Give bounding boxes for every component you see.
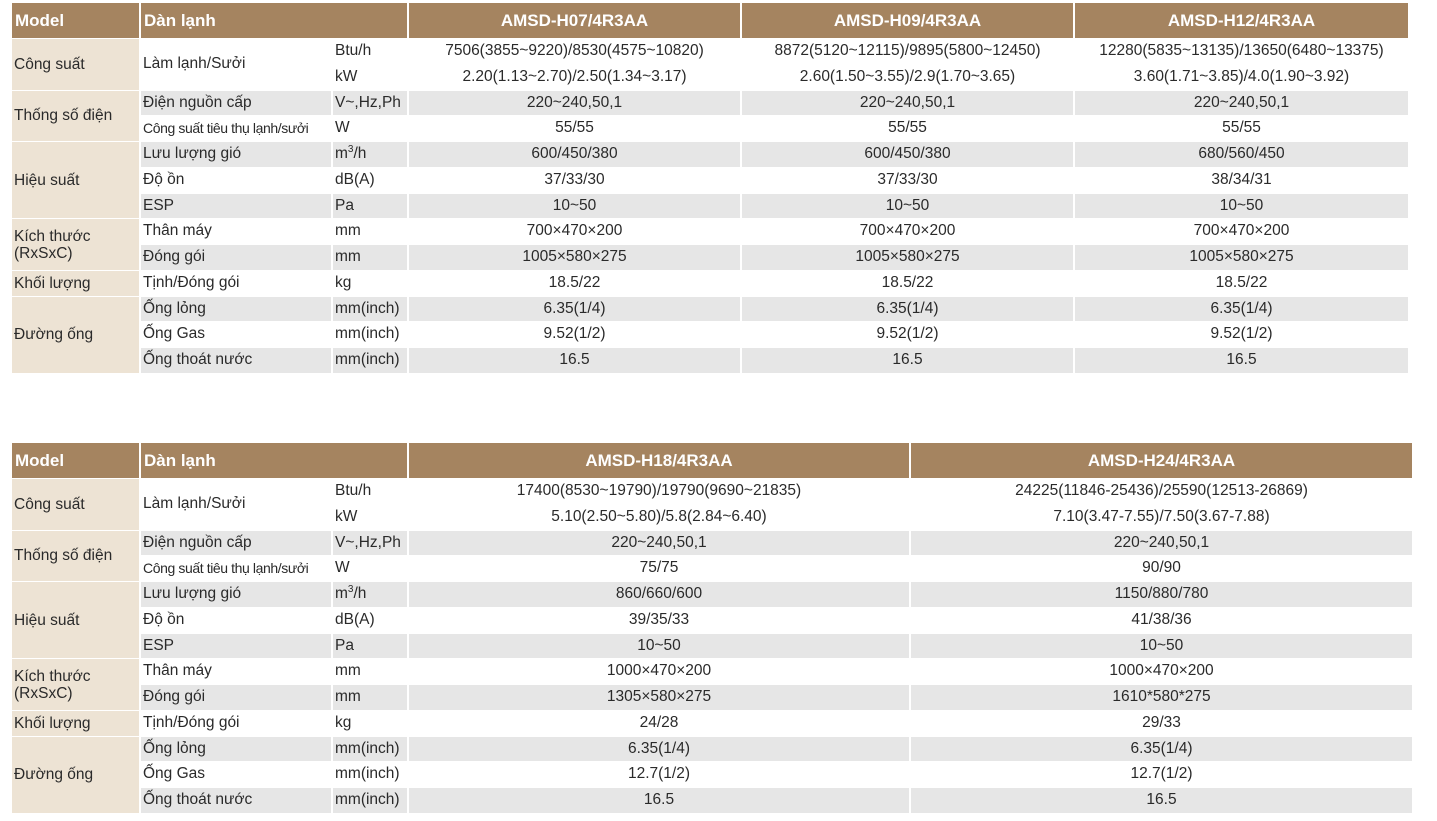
unit-label: Btu/h <box>332 39 408 65</box>
param-label: Lưu lượng gió <box>140 142 332 168</box>
table-cell: 9.52(1/2) <box>1074 322 1408 348</box>
table-cell: 17400(8530~19790)/19790(9690~21835) <box>408 479 910 505</box>
group-label-capacity: Công suất <box>12 479 140 531</box>
spec-table-2 <box>12 443 1412 813</box>
unit-label: kg <box>332 270 408 296</box>
table-cell: 10~50 <box>741 193 1074 219</box>
group-label-electrical: Thống số điện <box>12 530 140 582</box>
table-cell: 6.35(1/4) <box>910 736 1412 762</box>
param-label: Đóng gói <box>140 685 332 711</box>
group-label-performance: Hiệu suất <box>12 582 140 659</box>
table-cell: 16.5 <box>910 788 1412 813</box>
unit-label: mm(inch) <box>332 788 408 813</box>
unit-label: mm(inch) <box>332 736 408 762</box>
unit-label: mm <box>332 245 408 271</box>
indoor-unit-header: Dàn lạnh <box>140 3 408 39</box>
model-name: AMSD-H09/4R3AA <box>741 3 1074 39</box>
table-cell: 600/450/380 <box>741 142 1074 168</box>
table-row <box>12 607 1412 633</box>
group-label-piping: Đường ống <box>12 296 140 373</box>
table-cell: 220~240,50,1 <box>1074 90 1408 116</box>
table-cell: 1005×580×275 <box>741 245 1074 271</box>
unit-label: kW <box>332 504 408 530</box>
table-cell: 1000×470×200 <box>408 659 910 685</box>
param-label: Ống thoát nước <box>140 788 332 813</box>
table-cell: 700×470×200 <box>1074 219 1408 245</box>
dimensions-label: Kích thước <box>14 667 91 685</box>
model-header: Model <box>12 3 140 39</box>
table-cell: 18.5/22 <box>1074 270 1408 296</box>
table-cell: 55/55 <box>408 116 741 142</box>
param-label: ESP <box>140 193 332 219</box>
table-cell: 29/33 <box>910 710 1412 736</box>
model-name: AMSD-H18/4R3AA <box>408 443 910 479</box>
table-cell: 1610*580*275 <box>910 685 1412 711</box>
table-row <box>12 736 1412 762</box>
table-row <box>12 39 1408 65</box>
param-label: Đóng gói <box>140 245 332 271</box>
param-label: Ống lỏng <box>140 736 332 762</box>
table-cell: 5.10(2.50~5.80)/5.8(2.84~6.40) <box>408 504 910 530</box>
unit-base: m <box>335 145 348 162</box>
param-label: Tịnh/Đóng gói <box>140 710 332 736</box>
unit-tail: /h <box>353 585 367 602</box>
table-cell: 90/90 <box>910 556 1412 582</box>
param-label: Thân máy <box>140 659 332 685</box>
table-cell: 8872(5120~12115)/9895(5800~12450) <box>741 39 1074 65</box>
model-name: AMSD-H07/4R3AA <box>408 3 741 39</box>
table-cell: 6.35(1/4) <box>1074 296 1408 322</box>
table-cell: 12.7(1/2) <box>910 762 1412 788</box>
table-row <box>12 296 1408 322</box>
table-row <box>12 116 1408 142</box>
table-row <box>12 582 1412 608</box>
table-cell: 2.20(1.13~2.70)/2.50(1.34~3.17) <box>408 64 741 90</box>
table-row <box>12 348 1408 373</box>
model-name: AMSD-H24/4R3AA <box>910 443 1412 479</box>
param-label: Điện nguồn cấp <box>140 530 332 556</box>
table-row <box>12 530 1412 556</box>
table-row <box>12 633 1412 659</box>
table-cell: 10~50 <box>910 633 1412 659</box>
table-cell: 220~240,50,1 <box>741 90 1074 116</box>
table-cell: 9.52(1/2) <box>408 322 741 348</box>
param-label: Thân máy <box>140 219 332 245</box>
table-cell: 16.5 <box>408 788 910 813</box>
table-cell: 12280(5835~13135)/13650(6480~13375) <box>1074 39 1408 65</box>
unit-label: mm <box>332 685 408 711</box>
table-cell: 55/55 <box>741 116 1074 142</box>
table-cell: 220~240,50,1 <box>408 530 910 556</box>
param-label: ESP <box>140 633 332 659</box>
table-header-row <box>12 443 1412 479</box>
param-label: Công suất tiêu thụ lạnh/sưởi <box>140 556 332 582</box>
param-label: Ống Gas <box>140 762 332 788</box>
unit-label: W <box>332 556 408 582</box>
param-label: Công suất tiêu thụ lạnh/sưởi <box>140 116 332 142</box>
table-row <box>12 167 1408 193</box>
table-cell: 6.35(1/4) <box>408 736 910 762</box>
group-label-dimensions <box>12 659 140 711</box>
unit-label: mm(inch) <box>332 322 408 348</box>
table-cell: 2.60(1.50~3.55)/2.9(1.70~3.65) <box>741 64 1074 90</box>
table-row <box>12 90 1408 116</box>
table-cell: 600/450/380 <box>408 142 741 168</box>
param-label: Ống Gas <box>140 322 332 348</box>
dimensions-sub-label: (RxSxC) <box>14 684 73 702</box>
table-row <box>12 245 1408 271</box>
table-cell: 1005×580×275 <box>1074 245 1408 271</box>
group-label-electrical: Thống số điện <box>12 90 140 142</box>
table-cell: 860/660/600 <box>408 582 910 608</box>
dimensions-label: Kích thước <box>14 227 91 245</box>
param-label: Tịnh/Đóng gói <box>140 270 332 296</box>
table-row <box>12 142 1408 168</box>
unit-label: mm(inch) <box>332 762 408 788</box>
table-cell: 1000×470×200 <box>910 659 1412 685</box>
table-cell: 680/560/450 <box>1074 142 1408 168</box>
model-name: AMSD-H12/4R3AA <box>1074 3 1408 39</box>
table-cell: 220~240,50,1 <box>408 90 741 116</box>
table-cell: 18.5/22 <box>741 270 1074 296</box>
table-cell: 1305×580×275 <box>408 685 910 711</box>
group-label-weight: Khối lượng <box>12 270 140 296</box>
group-label-capacity: Công suất <box>12 39 140 91</box>
param-label: Lưu lượng gió <box>140 582 332 608</box>
unit-label: V~,Hz,Ph <box>332 90 408 116</box>
group-label-dimensions <box>12 219 140 271</box>
unit-label: Pa <box>332 633 408 659</box>
table-cell: 75/75 <box>408 556 910 582</box>
table-cell: 18.5/22 <box>408 270 741 296</box>
unit-label: V~,Hz,Ph <box>332 530 408 556</box>
table-row <box>12 270 1408 296</box>
group-label-weight: Khối lượng <box>12 710 140 736</box>
param-label: Điện nguồn cấp <box>140 90 332 116</box>
unit-label <box>332 142 408 168</box>
table-row <box>12 479 1412 505</box>
unit-label: mm(inch) <box>332 296 408 322</box>
table-row <box>12 193 1408 219</box>
table-cell: 10~50 <box>408 633 910 659</box>
spec-table-1 <box>12 3 1408 373</box>
table-cell: 10~50 <box>1074 193 1408 219</box>
param-label: Ống lỏng <box>140 296 332 322</box>
param-label: Độ ồn <box>140 167 332 193</box>
table-cell: 700×470×200 <box>408 219 741 245</box>
unit-label: W <box>332 116 408 142</box>
table-cell: 12.7(1/2) <box>408 762 910 788</box>
table-cell: 7.10(3.47-7.55)/7.50(3.67-7.88) <box>910 504 1412 530</box>
table-header-row <box>12 3 1408 39</box>
table-cell: 1005×580×275 <box>408 245 741 271</box>
model-header: Model <box>12 443 140 479</box>
indoor-unit-header: Dàn lạnh <box>140 443 408 479</box>
unit-label <box>332 582 408 608</box>
param-label: Ống thoát nước <box>140 348 332 373</box>
table-row <box>12 659 1412 685</box>
unit-label: Btu/h <box>332 479 408 505</box>
table-row <box>12 788 1412 813</box>
table-cell: 700×470×200 <box>741 219 1074 245</box>
unit-base: m <box>335 585 348 602</box>
table-cell: 3.60(1.71~3.85)/4.0(1.90~3.92) <box>1074 64 1408 90</box>
table-row <box>12 685 1412 711</box>
table-cell: 6.35(1/4) <box>408 296 741 322</box>
table-cell: 55/55 <box>1074 116 1408 142</box>
unit-superscript: 3 <box>347 583 354 595</box>
unit-label: mm <box>332 659 408 685</box>
param-cool-heat: Làm lạnh/Sưởi <box>140 479 332 531</box>
table-row <box>12 710 1412 736</box>
table-cell: 9.52(1/2) <box>741 322 1074 348</box>
unit-label: Pa <box>332 193 408 219</box>
table-cell: 24/28 <box>408 710 910 736</box>
table-cell: 7506(3855~9220)/8530(4575~10820) <box>408 39 741 65</box>
unit-label: dB(A) <box>332 167 408 193</box>
table-row <box>12 322 1408 348</box>
table-cell: 220~240,50,1 <box>910 530 1412 556</box>
group-label-performance: Hiệu suất <box>12 142 140 219</box>
table-cell: 16.5 <box>1074 348 1408 373</box>
table-cell: 16.5 <box>741 348 1074 373</box>
table-cell: 1150/880/780 <box>910 582 1412 608</box>
table-cell: 6.35(1/4) <box>741 296 1074 322</box>
table-cell: 41/38/36 <box>910 607 1412 633</box>
table-cell: 37/33/30 <box>408 167 741 193</box>
table-cell: 10~50 <box>408 193 741 219</box>
dimensions-sub-label: (RxSxC) <box>14 244 73 262</box>
unit-label: mm(inch) <box>332 348 408 373</box>
unit-label: kg <box>332 710 408 736</box>
unit-label: dB(A) <box>332 607 408 633</box>
param-label: Độ ồn <box>140 607 332 633</box>
unit-tail: /h <box>353 145 367 162</box>
table-row <box>12 219 1408 245</box>
table-cell: 37/33/30 <box>741 167 1074 193</box>
unit-label: mm <box>332 219 408 245</box>
table-row <box>12 762 1412 788</box>
table-row <box>12 556 1412 582</box>
table-cell: 38/34/31 <box>1074 167 1408 193</box>
group-label-piping: Đường ống <box>12 736 140 813</box>
table-cell: 24225(11846-25436)/25590(12513-26869) <box>910 479 1412 505</box>
table-cell: 16.5 <box>408 348 741 373</box>
table-cell: 39/35/33 <box>408 607 910 633</box>
unit-superscript: 3 <box>347 143 354 155</box>
unit-label: kW <box>332 64 408 90</box>
param-cool-heat: Làm lạnh/Sưởi <box>140 39 332 91</box>
